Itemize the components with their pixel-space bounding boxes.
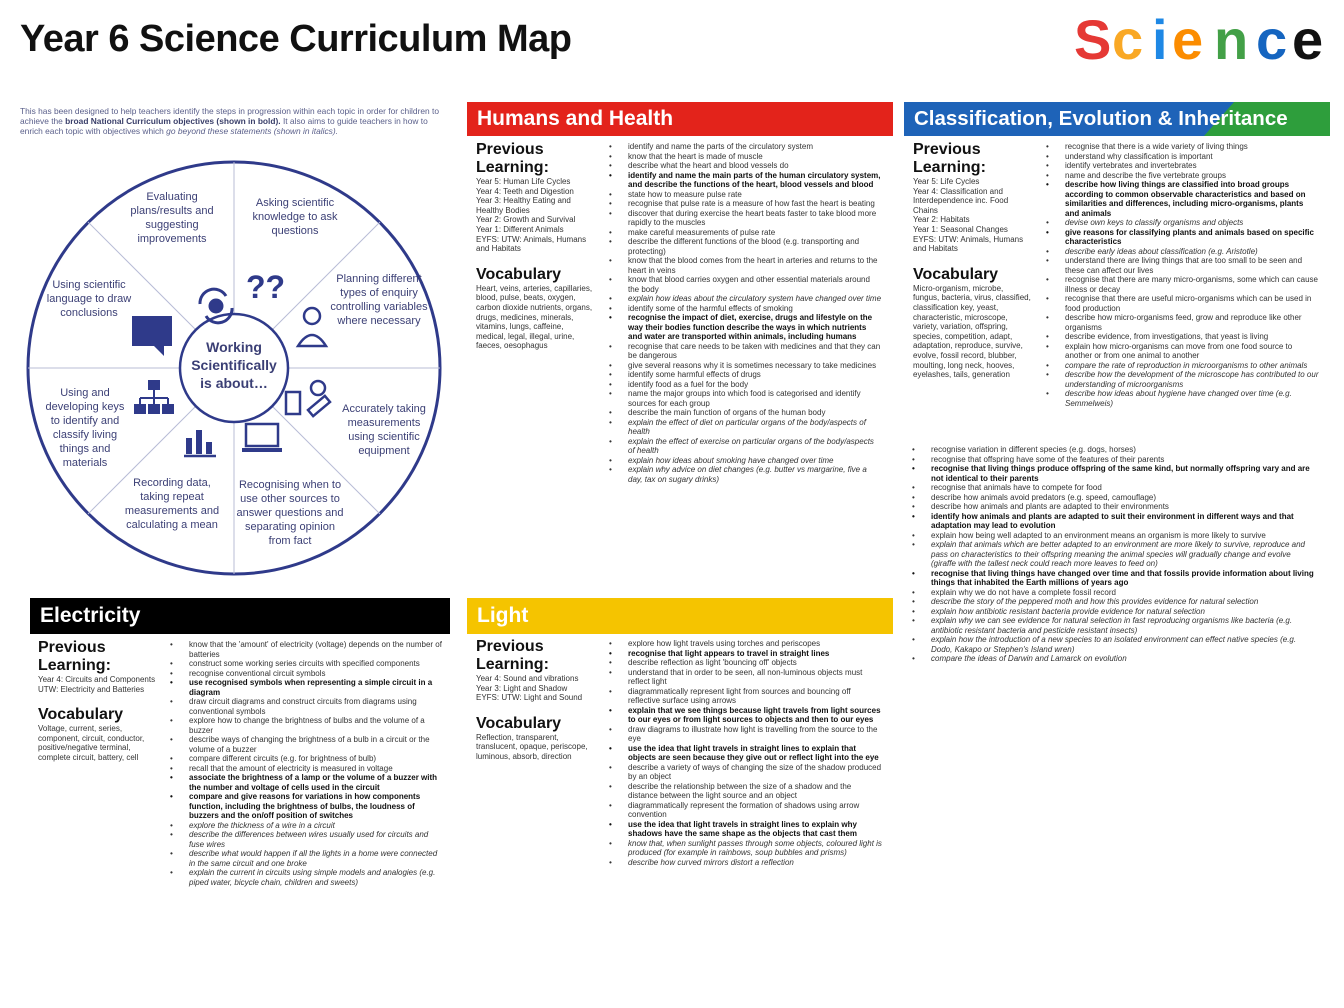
- objective-item: • state how to measure pulse rate: [628, 190, 882, 200]
- vocabulary-text: Heart, veins, arteries, capillaries, blood, pulse, beats, oxygen, carbon dioxide nutrients, organs, drugs, medicines, minerals, vitamins, lungs, caffeine, medical, legal, illegal, urine, faeces, oesophagus: [476, 283, 593, 351]
- vocabulary-text: Micro-organism, microbe, fungus, bacteria, virus, classified, classification key, yeast, characteristic, microscope, variety, variation, offspring, species, competition, adapt, adaptation, reproduce, survive, evolve, fossil record, blubber, moulting, long neck, hooves, eyelashes, tails, generation: [913, 283, 1031, 380]
- wheel-segment-evaluating: Evaluating plans/results and suggesting improvements: [130, 191, 214, 245]
- objective-item: • name the major groups into which food is categorised and identify sources for each group: [628, 389, 882, 408]
- question-marks-icon: [246, 269, 285, 305]
- objective-item: • recognise that there is a wide variety of living things: [1065, 142, 1319, 152]
- objective-item: • recognise that offspring have some of the features of their parents: [931, 455, 1315, 465]
- objective-item: • know that blood carries oxygen and other essential materials around the body: [628, 275, 882, 294]
- previous-learning-item: Year 4: Sound and vibrations: [476, 674, 579, 683]
- logo-letter: e: [1172, 8, 1204, 71]
- objective-item: • describe how animals and plants are adapted to their environments: [931, 502, 1315, 512]
- light-left-column: [476, 638, 594, 762]
- intro-part: This has been designed to help teachers identify the steps in progression within each topic in order for children to achieve the: [20, 106, 439, 126]
- wheel-segment-measurements: Accurately taking measurements using scientific equipment: [342, 403, 426, 457]
- previous-learning-item: Year 3: Light and Shadow: [476, 683, 568, 693]
- objective-item: • explain the current in circuits using simple models and analogies (e.g. piped water, bicycle chain, children and sweets): [189, 868, 443, 887]
- intro-bold: broad National Curriculum objectives (shown in bold).: [65, 116, 281, 126]
- classification-left-column: [913, 141, 1031, 380]
- classification-header: [904, 102, 1330, 136]
- objective-item: • explore the thickness of a wire in a circuit: [189, 821, 443, 831]
- light-objectives: [628, 639, 882, 867]
- objective-item: • recognise that there are many micro-organisms, some which can cause illness or decay: [1065, 275, 1319, 294]
- objective-item: • recognise that light appears to travel in straight lines: [628, 649, 882, 659]
- light-panel: [467, 598, 893, 634]
- objective-item: • describe reflection as light 'bouncing off' objects: [628, 658, 882, 668]
- objective-item: • explain how ideas about smoking have changed over time: [628, 456, 882, 466]
- objective-item: • explain why we can see evidence for natural selection in fast reproducing organisms like bacteria (e.g. antibiotic resistant bacteria and pesticide resistant insects): [931, 616, 1315, 635]
- objective-item: • know that the blood comes from the heart in arteries and returns to the heart in veins: [628, 256, 882, 275]
- wheel-segment-keys: Using and developing keys to identify and classify living things and materials: [45, 387, 125, 469]
- objective-item: • recognise the impact of diet, exercise, drugs and lifestyle on the way their bodies function describe the ways in which nutrients and water are transported within animals, including humans: [628, 313, 882, 342]
- classification-panel: [904, 102, 1330, 136]
- objective-item: • describe the relationship between the size of a shadow and the distance between the light source and an object: [628, 782, 882, 801]
- objective-item: • explain how micro-organisms can move from one food source to another or from one animal to another: [1065, 342, 1319, 361]
- wheel-center: Working Scientifically is about…: [191, 339, 277, 391]
- previous-learning-list: [476, 177, 594, 254]
- objective-item: • give several reasons why it is sometimes necessary to take medicines: [628, 361, 882, 371]
- wheel-segment-language: Using scientific language to draw conclusions: [46, 279, 132, 319]
- objective-item: • know that, when sunlight passes through some objects, coloured light is produced (for example in rainbows, soup bubbles and prisms): [628, 839, 882, 858]
- objective-item: • explain how antibiotic resistant bacteria provide evidence for natural selection: [931, 607, 1315, 617]
- electricity-panel: [30, 598, 450, 634]
- objective-item: • understand there are living things that are too small to be seen and these can affect our lives: [1065, 256, 1319, 275]
- objective-item: • identify some harmful effects of drugs: [628, 370, 882, 380]
- previous-learning-item: EYFS: UTW: Animals, Humans and Habitats: [913, 234, 1024, 254]
- objective-item: • explain how being well adapted to an environment means an organism is more likely to survive: [931, 531, 1315, 541]
- objective-item: • recall that the amount of electricity is measured in voltage: [189, 764, 443, 774]
- objective-item: • compare the ideas of Darwin and Lamarck on evolution: [931, 654, 1315, 664]
- objective-item: • describe how ideas about hygiene have changed over time (e.g. Semmelweis): [1065, 389, 1319, 408]
- previous-learning-list: [913, 177, 1031, 254]
- vocabulary-text: Voltage, current, series, component, circuit, conductor, positive/negative terminal, complete circuit, battery, cell: [38, 724, 145, 762]
- objective-item: • know that the 'amount' of electricity (voltage) depends on the number of batteries: [189, 640, 443, 659]
- objective-item: • identify and name the parts of the circulatory system: [628, 142, 882, 152]
- humans-health-title: Humans and Health: [467, 102, 893, 136]
- previous-learning-heading: Previous Learning:: [38, 639, 111, 674]
- objective-item: • make careful measurements of pulse rate: [628, 228, 882, 238]
- objective-item: • describe the story of the peppered moth and how this provides evidence for natural selection: [931, 597, 1315, 607]
- objective-item: • recognise that there are useful micro-organisms which can be used in food production: [1065, 294, 1319, 313]
- objective-item: • give reasons for classifying plants and animals based on specific characteristics: [1065, 228, 1319, 247]
- objective-item: • draw circuit diagrams and construct circuits from diagrams using conventional symbols: [189, 697, 443, 716]
- previous-learning-item: UTW: Electricity and Batteries: [38, 684, 145, 694]
- science-logo: [1074, 8, 1330, 72]
- objective-item: • recognise conventional circuit symbols: [189, 669, 443, 679]
- objective-item: • identify and name the main parts of the human circulatory system, and describe the functions of the heart, blood vessels and blood: [628, 171, 882, 190]
- objective-item: • explain that animals which are better adapted to an environment are more likely to survive, reproduce and pass on characteristics to their offspring meaning the animal species will gradually change and evolve (giraffe with the tallest neck could reach more leaves to feed on): [931, 540, 1315, 569]
- speech-bubble-icon: [132, 316, 172, 356]
- previous-learning-item: Year 2: Habitats: [913, 215, 970, 225]
- objective-item: • diagrammatically represent light from sources and bouncing off reflective surface using arrows: [628, 687, 882, 706]
- electricity-left-column: [38, 639, 156, 763]
- objective-item: • identify some of the harmful effects of smoking: [628, 304, 882, 314]
- wheel-segment-sources: Recognising when to use other sources to answer questions and separating opinion from fact: [236, 479, 344, 547]
- objective-item: • compare and give reasons for variations in how components function, including the brightness of bulbs, the loudness of buzzers and the on/off position of switches: [189, 792, 443, 821]
- objective-item: • recognise variation in different species (e.g. dogs, horses): [931, 445, 1315, 455]
- light-title: Light: [467, 598, 893, 634]
- previous-learning-heading: Previous Learning:: [913, 141, 986, 176]
- objective-item: • compare different circuits (e.g. for brightness of bulb): [189, 754, 443, 764]
- previous-learning-list: [38, 675, 156, 694]
- objective-item: • describe a variety of ways of changing the size of the shadow produced by an object: [628, 763, 882, 782]
- objective-item: • explore how to change the brightness of bulbs and the volume of a buzzer: [189, 716, 443, 735]
- objective-item: • understand why classification is important: [1065, 152, 1319, 162]
- page-title: Year 6 Science Curriculum Map: [20, 18, 572, 60]
- objective-item: • use the idea that light travels in straight lines to explain that objects are seen because they give out or reflect light into the eye: [628, 744, 882, 763]
- objective-item: • explain that we see things because light travels from light sources to our eyes or from light sources to objects and then to our eyes: [628, 706, 882, 725]
- previous-learning-item: EYFS: UTW: Animals, Humans and Habitats: [476, 234, 587, 254]
- objective-item: • describe what would happen if all the lights in a home were connected in the same circuit and one broke: [189, 849, 443, 868]
- objective-item: • use recognised symbols when representing a simple circuit in a diagram: [189, 678, 443, 697]
- objective-item: • diagrammatically represent the formation of shadows using arrow convention: [628, 801, 882, 820]
- objective-item: • describe ways of changing the brightness of a bulb in a circuit or the volume of a buzzer: [189, 735, 443, 754]
- objective-item: • describe the differences between wires usually used for circuits and fuse wires: [189, 830, 443, 849]
- previous-learning-item: Year 2: Growth and Survival: [476, 215, 576, 225]
- objective-item: • describe how living things are classified into broad groups according to common observable characteristics and based on similarities and differences, including micro-organisms, plants and animals: [1065, 180, 1319, 218]
- vocabulary-text: Reflection, transparent, translucent, opaque, periscope, luminous, absorb, direction: [476, 732, 588, 761]
- svg-text:??: ??: [246, 269, 286, 305]
- electricity-objectives: [189, 640, 443, 887]
- scientist-icon: [298, 308, 326, 346]
- objective-item: • explain why we do not have a complete fossil record: [931, 588, 1315, 598]
- objective-item: • describe the different functions of the blood (e.g. transporting and protecting): [628, 237, 882, 256]
- vocabulary-heading: Vocabulary: [913, 265, 999, 283]
- previous-learning-item: Year 1: Different Animals: [476, 224, 564, 234]
- objective-item: • describe how the development of the microscope has contributed to our understanding of microorganisms: [1065, 370, 1319, 389]
- logo-letter: S: [1074, 8, 1112, 71]
- objective-item: • understand that in order to be seen, all non-luminous objects must reflect light: [628, 668, 882, 687]
- objective-item: • discover that during exercise the heart beats faster to take blood more rapidly to the muscles: [628, 209, 882, 228]
- vocabulary-heading: Vocabulary: [476, 265, 562, 283]
- previous-learning-item: Year 4: Classification and Interdependence inc. Food Chains: [913, 186, 1009, 215]
- previous-learning-item: Year 5: Human Life Cycles: [476, 177, 571, 186]
- working-scientifically-wheel: [24, 158, 444, 578]
- intro-part: It also aims to guide teachers in how to enrich each topic with objectives which: [20, 116, 428, 136]
- wheel-segment-recording: Recording data, taking repeat measurements and calculating a mean: [124, 477, 220, 531]
- objective-item: • identify vertebrates and invertebrates: [1065, 161, 1319, 171]
- classification-title: Classification, Evolution & Inheritance: [914, 107, 1288, 130]
- previous-learning-heading: Previous Learning:: [476, 638, 549, 673]
- previous-learning-item: Year 4: Circuits and Components: [38, 675, 156, 684]
- objective-item: • explain how the introduction of a new species to an isolated environment can effect native species (e.g. Dodo, Kakapo or Stephen's Island wren): [931, 635, 1315, 654]
- logo-letter: i: [1152, 8, 1168, 71]
- logo-letter: c: [1256, 8, 1288, 71]
- objective-item: • explain how ideas about the circulatory system have changed over time: [628, 294, 882, 304]
- intro-text: [20, 106, 450, 136]
- previous-learning-heading: Previous Learning:: [476, 141, 549, 176]
- humans-left-column: [476, 141, 594, 351]
- objective-item: • identify food as a fuel for the body: [628, 380, 882, 390]
- wheel-segment-planning: Planning different types of enquiry controlling variables where necessary: [330, 273, 428, 327]
- objective-item: • construct some working series circuits with specified components: [189, 659, 443, 669]
- intro-italic: go beyond these statements (shown in italics).: [166, 126, 338, 136]
- objective-item: • recognise that living things have changed over time and that fossils provide information about living things that inhabited the Earth millions of years ago: [931, 569, 1315, 588]
- bar-chart-icon: [184, 430, 216, 456]
- objective-item: • draw diagrams to illustrate how light is travelling from the source to the eye: [628, 725, 882, 744]
- previous-learning-item: Year 1: Seasonal Changes: [913, 224, 1008, 234]
- objective-item: • explain why advice on diet changes (e.g. butter vs margarine, five a day, tax on sugary drinks): [628, 465, 882, 484]
- logo-letter: e: [1292, 8, 1324, 71]
- evolution-objectives: [931, 445, 1315, 664]
- previous-learning-list: [476, 674, 594, 703]
- objective-item: • compare the rate of reproduction in microorganisms to other animals: [1065, 361, 1319, 371]
- objective-item: • recognise that pulse rate is a measure of how fast the heart is beating: [628, 199, 882, 209]
- objective-item: • describe how animals avoid predators (e.g. speed, camouflage): [931, 493, 1315, 503]
- objective-item: • recognise that animals have to compete for food: [931, 483, 1315, 493]
- objective-item: • devise own keys to classify organisms and objects: [1065, 218, 1319, 228]
- previous-learning-item: EYFS: UTW: Light and Sound: [476, 693, 583, 703]
- previous-learning-item: Year 4: Teeth and Digestion: [476, 186, 574, 196]
- objective-item: • describe what the heart and blood vessels do: [628, 161, 882, 171]
- vocabulary-heading: Vocabulary: [476, 714, 562, 732]
- wheel-segment-asking: Asking scientific knowledge to ask questions: [252, 197, 338, 237]
- objective-item: • describe evidence, from investigations, that yeast is living: [1065, 332, 1319, 342]
- objective-item: • describe how micro-organisms feed, grow and reproduce like other organisms: [1065, 313, 1319, 332]
- objective-item: • name and describe the five vertebrate groups: [1065, 171, 1319, 181]
- objective-item: • know that the heart is made of muscle: [628, 152, 882, 162]
- previous-learning-item: Year 3: Healthy Eating and Healthy Bodies: [476, 196, 571, 215]
- objective-item: • describe the main function of organs of the human body: [628, 408, 882, 418]
- objective-item: • describe early ideas about classification (e.g. Aristotle): [1065, 247, 1319, 257]
- humans-objectives: [628, 142, 882, 484]
- previous-learning-item: Year 5: Life Cycles: [913, 177, 980, 186]
- measuring-tools-icon: [286, 381, 330, 416]
- objective-item: • explain the effect of exercise on particular organs of the body/aspects of health: [628, 437, 882, 456]
- objective-item: • explore how light travels using torches and periscopes: [628, 639, 882, 649]
- logo-letter: n: [1214, 8, 1249, 71]
- objective-item: • recognise that care needs to be taken with medicines and that they can be dangerous: [628, 342, 882, 361]
- objective-item: • recognise that living things produce offspring of the same kind, but normally offspring vary and are not identical to their parents: [931, 464, 1315, 483]
- objective-item: • describe how curved mirrors distort a reflection: [628, 858, 882, 868]
- objective-item: • use the idea that light travels in straight lines to explain why shadows have the same shape as the objects that cast them: [628, 820, 882, 839]
- hierarchy-icon: [134, 380, 174, 414]
- objective-item: • explain the effect of diet on particular organs of the body/aspects of health: [628, 418, 882, 437]
- electricity-title: Electricity: [30, 598, 450, 634]
- objective-item: • associate the brightness of a lamp or the volume of a buzzer with the number and voltage of cells used in the circuit: [189, 773, 443, 792]
- laptop-book-icon: [242, 424, 282, 452]
- vocabulary-heading: Vocabulary: [38, 706, 124, 724]
- humans-health-panel: [467, 102, 893, 136]
- objective-item: • identify how animals and plants are adapted to suit their environment in different ways and that adaptation may lead to evolution: [931, 512, 1315, 531]
- classification-objectives: [1065, 142, 1319, 408]
- logo-letter: c: [1112, 8, 1144, 71]
